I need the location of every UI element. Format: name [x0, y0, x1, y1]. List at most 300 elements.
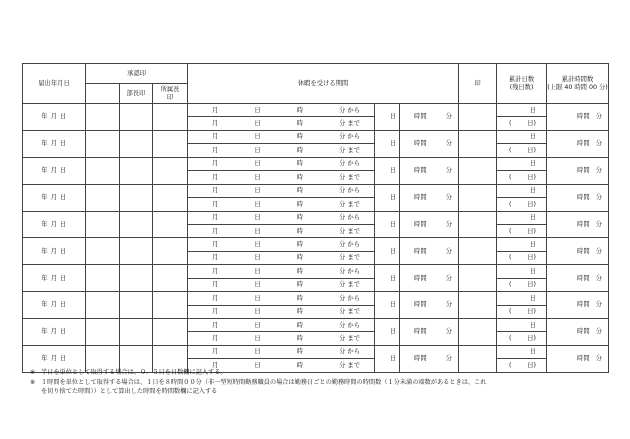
label-open-paren: ( [509, 308, 512, 316]
period-to-cell[interactable] [188, 251, 375, 264]
label-days: 日 [389, 301, 397, 309]
remaining-days-cell[interactable] [497, 171, 547, 184]
label-hours: 時間 [577, 140, 590, 148]
remaining-days-cell[interactable] [497, 224, 547, 237]
approval-seal-cell[interactable] [86, 292, 120, 319]
days-count-cell[interactable] [375, 292, 400, 319]
label-day: 日 [254, 335, 261, 343]
approval-seal-cell[interactable] [86, 130, 120, 157]
period-to-cell[interactable] [188, 305, 375, 318]
label-to: まで [347, 120, 360, 128]
label-hour: 時 [296, 106, 304, 114]
label-open-paren: ( [509, 173, 512, 181]
label-minute: 分 [339, 361, 346, 369]
notes [30, 368, 610, 397]
label-day: 日 [254, 281, 261, 289]
date-submitted-cell[interactable] [23, 319, 86, 346]
cumulative-hours-cell[interactable] [547, 130, 609, 157]
period-to-cell[interactable] [188, 332, 375, 345]
header-seal: 印 [459, 64, 497, 104]
period-from-cell[interactable] [188, 319, 375, 332]
seal-cell[interactable] [459, 157, 497, 184]
label-hours: 時間 [414, 113, 427, 121]
label-minute: 分 [339, 214, 346, 222]
label-hours: 時間 [577, 328, 590, 336]
label-hour: 時 [296, 146, 304, 154]
duration-cell[interactable] [400, 104, 459, 131]
label-hour: 時 [296, 361, 304, 369]
label-open-paren: ( [509, 227, 512, 235]
label-month: 月 [212, 361, 219, 369]
label-day: 日 [254, 348, 261, 356]
label-days: 日 [389, 140, 397, 148]
seal-cell[interactable] [459, 238, 497, 265]
days-count-cell[interactable] [375, 238, 400, 265]
note-2 [30, 378, 610, 388]
table-row [23, 319, 609, 332]
duration-cell[interactable] [400, 184, 459, 211]
label-hours: 時間 [414, 167, 427, 175]
head-seal-cell[interactable] [120, 292, 153, 319]
seal-cell[interactable] [459, 265, 497, 292]
label-month: 月 [212, 294, 219, 302]
duration-cell[interactable] [400, 211, 459, 238]
label-date: 年 月 日 [41, 167, 67, 175]
label-minute: 分 [339, 254, 346, 262]
label-day: 日 [254, 120, 261, 128]
cumulative-hours-cell[interactable] [547, 319, 609, 346]
label-from: から [347, 106, 360, 114]
date-submitted-cell[interactable] [23, 130, 86, 157]
label-days: 日 [389, 328, 397, 336]
label-open-paren: ( [509, 281, 512, 289]
head-seal-cell[interactable] [120, 104, 153, 131]
label-minute: 分 [445, 301, 453, 309]
date-submitted-cell[interactable] [23, 104, 86, 131]
label-days: 日 [529, 133, 537, 141]
label-day: 日 [254, 294, 261, 302]
label-day: 日 [254, 227, 261, 235]
duration-cell[interactable] [400, 238, 459, 265]
office-head-seal-cell[interactable] [153, 292, 188, 319]
note-mark: ※ [30, 378, 36, 386]
period-from-cell[interactable] [188, 345, 375, 358]
label-to: まで [347, 335, 360, 343]
label-minute: 分 [339, 173, 346, 181]
table-row [23, 184, 609, 197]
label-from: から [347, 348, 360, 356]
cumulative-hours-cell[interactable] [547, 292, 609, 319]
label-days: 日 [529, 348, 537, 356]
label-hours: 時間 [577, 247, 590, 255]
cumulative-days-cell[interactable] [497, 292, 547, 305]
period-to-cell[interactable] [188, 198, 375, 211]
label-hour: 時 [296, 308, 304, 316]
label-month: 月 [212, 227, 219, 235]
label-close-day-paren: 日) [527, 146, 537, 154]
label-minute: 分 [339, 160, 346, 168]
period-from-cell[interactable] [188, 211, 375, 224]
note-mark: ※ [30, 369, 36, 376]
label-hours: 時間 [414, 140, 427, 148]
label-month: 月 [212, 146, 219, 154]
label-day: 日 [254, 254, 261, 262]
remaining-days-cell[interactable] [497, 332, 547, 345]
label-days: 日 [389, 355, 397, 363]
label-from: から [347, 160, 360, 168]
head-seal-cell[interactable] [120, 130, 153, 157]
label-days: 日 [529, 214, 537, 222]
date-submitted-cell[interactable] [23, 184, 86, 211]
remaining-days-cell[interactable] [497, 144, 547, 157]
label-days: 日 [529, 321, 537, 329]
office-head-seal-cell[interactable] [153, 211, 188, 238]
label-hour: 時 [296, 173, 304, 181]
label-day: 日 [254, 240, 261, 248]
label-date: 年 月 日 [41, 355, 67, 363]
date-submitted-cell[interactable] [23, 238, 86, 265]
label-month: 月 [212, 214, 219, 222]
label-from: から [347, 214, 360, 222]
label-close-day-paren: 日) [527, 308, 537, 316]
label-minute: 分 [339, 146, 346, 154]
days-count-cell[interactable] [375, 184, 400, 211]
label-hours: 時間 [577, 193, 590, 201]
label-days: 日 [389, 247, 397, 255]
label-days: 日 [389, 113, 397, 121]
label-hour: 時 [296, 214, 304, 222]
label-hour: 時 [296, 348, 304, 356]
cumulative-days-cell[interactable] [497, 184, 547, 197]
label-open-paren: ( [509, 146, 512, 154]
label-close-day-paren: 日) [527, 335, 537, 343]
cumulative-days-cell[interactable] [497, 238, 547, 251]
approval-seal-cell[interactable] [86, 265, 120, 292]
label-close-day-paren: 日) [527, 200, 537, 208]
label-minute: 分 [595, 301, 603, 309]
label-day: 日 [254, 133, 261, 141]
label-hours: 時間 [414, 274, 427, 282]
header-approval-blank [86, 84, 120, 104]
office-head-seal-cell[interactable] [153, 265, 188, 292]
approval-seal-cell[interactable] [86, 104, 120, 131]
cumulative-hours-cell[interactable] [547, 104, 609, 131]
seal-cell[interactable] [459, 130, 497, 157]
header-office-head-seal-line2: 印 [166, 93, 174, 101]
seal-cell[interactable] [459, 292, 497, 319]
label-close-day-paren: 日) [527, 120, 537, 128]
note-text: 半日を単位として取得する場合は、０．５日を日数欄に記入する。 [41, 369, 227, 376]
label-minute: 分 [595, 220, 603, 228]
label-hour: 時 [296, 335, 304, 343]
cumulative-days-cell[interactable] [497, 104, 547, 117]
period-to-cell[interactable] [188, 117, 375, 130]
period-to-cell[interactable] [188, 224, 375, 237]
label-open-paren: ( [509, 120, 512, 128]
label-close-day-paren: 日) [527, 173, 537, 181]
label-minute: 分 [595, 328, 603, 336]
table-row [23, 104, 609, 117]
label-minute: 分 [339, 133, 346, 141]
label-hours: 時間 [577, 167, 590, 175]
remaining-days-cell[interactable] [497, 198, 547, 211]
head-seal-cell[interactable] [120, 211, 153, 238]
label-to: まで [347, 308, 360, 316]
label-minute: 分 [339, 335, 346, 343]
duration-cell[interactable] [400, 292, 459, 319]
label-hours: 時間 [414, 355, 427, 363]
cumulative-days-cell[interactable] [497, 157, 547, 170]
remaining-days-cell[interactable] [497, 251, 547, 264]
duration-cell[interactable] [400, 265, 459, 292]
leave-request-table [22, 63, 609, 373]
days-count-cell[interactable] [375, 104, 400, 131]
head-seal-cell[interactable] [120, 157, 153, 184]
duration-cell[interactable] [400, 130, 459, 157]
approval-seal-cell[interactable] [86, 157, 120, 184]
label-open-paren: ( [509, 254, 512, 262]
label-month: 月 [212, 348, 219, 356]
label-to: まで [347, 227, 360, 235]
label-hour: 時 [296, 267, 304, 275]
remaining-days-cell[interactable] [497, 117, 547, 130]
label-close-day-paren: 日) [527, 361, 537, 369]
seal-cell[interactable] [459, 104, 497, 131]
approval-seal-cell[interactable] [86, 184, 120, 211]
label-day: 日 [254, 160, 261, 168]
label-hours: 時間 [414, 247, 427, 255]
approval-seal-cell[interactable] [86, 238, 120, 265]
office-head-seal-cell[interactable] [153, 130, 188, 157]
duration-cell[interactable] [400, 319, 459, 346]
label-open-paren: ( [509, 200, 512, 208]
label-date: 年 月 日 [41, 301, 67, 309]
office-head-seal-cell[interactable] [153, 104, 188, 131]
label-days: 日 [529, 240, 537, 248]
label-minute: 分 [445, 355, 453, 363]
label-to: まで [347, 173, 360, 181]
period-from-cell[interactable] [188, 184, 375, 197]
table-row [23, 211, 609, 224]
office-head-seal-cell[interactable] [153, 238, 188, 265]
cumulative-days-cell[interactable] [497, 211, 547, 224]
label-days: 日 [529, 294, 537, 302]
table-row [23, 238, 609, 251]
note-1 [30, 368, 610, 378]
head-seal-cell[interactable] [120, 319, 153, 346]
label-minute: 分 [339, 281, 346, 289]
label-from: から [347, 267, 360, 275]
days-count-cell[interactable] [375, 211, 400, 238]
label-days: 日 [389, 167, 397, 175]
cumulative-days-cell[interactable] [497, 345, 547, 358]
label-hours: 時間 [414, 328, 427, 336]
label-day: 日 [254, 361, 261, 369]
label-days: 日 [389, 220, 397, 228]
leave-rows [23, 104, 609, 373]
approval-seal-cell[interactable] [86, 211, 120, 238]
label-to: まで [347, 146, 360, 154]
label-minute: 分 [595, 274, 603, 282]
label-day: 日 [254, 308, 261, 316]
label-month: 月 [212, 254, 219, 262]
table-row [23, 265, 609, 278]
days-count-cell[interactable] [375, 265, 400, 292]
header-cumulative-hours-line1: 累計時間数 [561, 76, 594, 84]
head-seal-cell[interactable] [120, 265, 153, 292]
label-minute: 分 [445, 247, 453, 255]
label-hour: 時 [296, 227, 304, 235]
label-hours: 時間 [577, 113, 590, 121]
head-seal-cell[interactable] [120, 184, 153, 211]
label-date: 年 月 日 [41, 140, 67, 148]
label-minute: 分 [339, 294, 346, 302]
label-day: 日 [254, 214, 261, 222]
header-cumulative-days-line2: (残日数) [509, 83, 534, 91]
cumulative-hours-cell[interactable] [547, 184, 609, 211]
label-month: 月 [212, 335, 219, 343]
label-hour: 時 [296, 321, 304, 329]
period-from-cell[interactable] [188, 130, 375, 143]
table-row [23, 157, 609, 170]
label-to: まで [347, 200, 360, 208]
label-hours: 時間 [414, 301, 427, 309]
label-hours: 時間 [577, 301, 590, 309]
label-close-day-paren: 日) [527, 254, 537, 262]
label-hour: 時 [296, 281, 304, 289]
label-date: 年 月 日 [41, 113, 67, 121]
label-month: 月 [212, 321, 219, 329]
label-days: 日 [529, 106, 537, 114]
header-cumulative-hours-line2: (上限 40 時間 00 分) [547, 83, 608, 91]
label-days: 日 [389, 193, 397, 201]
label-minute: 分 [595, 167, 603, 175]
label-open-paren: ( [509, 335, 512, 343]
label-minute: 分 [445, 113, 453, 121]
label-day: 日 [254, 106, 261, 114]
period-from-cell[interactable] [188, 104, 375, 117]
period-from-cell[interactable] [188, 292, 375, 305]
label-month: 月 [212, 240, 219, 248]
days-count-cell[interactable] [375, 130, 400, 157]
date-submitted-cell[interactable] [23, 265, 86, 292]
label-date: 年 月 日 [41, 220, 67, 228]
header-cumulative-days [497, 64, 547, 104]
label-minute: 分 [445, 193, 453, 201]
label-close-day-paren: 日) [527, 281, 537, 289]
header-cumulative-days-line1: 累計日数 [508, 76, 535, 84]
note-text: １時間を単位として取得する場合は、１日を８時間００分（非一型短時間勤務職員の場合は勤務日ごとの勤務時間の時間数（１分未満の端数があるときは、これ [41, 378, 487, 386]
office-head-seal-cell[interactable] [153, 319, 188, 346]
label-minute: 分 [339, 308, 346, 316]
cumulative-days-cell[interactable] [497, 319, 547, 332]
head-seal-cell[interactable] [120, 238, 153, 265]
label-day: 日 [254, 173, 261, 181]
cumulative-days-cell[interactable] [497, 265, 547, 278]
duration-cell[interactable] [400, 157, 459, 184]
label-days: 日 [389, 274, 397, 282]
days-count-cell[interactable] [375, 319, 400, 346]
period-from-cell[interactable] [188, 157, 375, 170]
label-minute: 分 [445, 140, 453, 148]
period-from-cell[interactable] [188, 265, 375, 278]
period-to-cell[interactable] [188, 171, 375, 184]
label-from: から [347, 187, 360, 195]
label-hours: 時間 [577, 274, 590, 282]
approval-seal-cell[interactable] [86, 319, 120, 346]
label-from: から [347, 294, 360, 302]
label-from: から [347, 321, 360, 329]
label-hour: 時 [296, 254, 304, 262]
label-minute: 分 [339, 200, 346, 208]
label-hour: 時 [296, 187, 304, 195]
office-head-seal-cell[interactable] [153, 184, 188, 211]
remaining-days-cell[interactable] [497, 278, 547, 291]
label-hours: 時間 [414, 193, 427, 201]
period-from-cell[interactable] [188, 238, 375, 251]
remaining-days-cell[interactable] [497, 305, 547, 318]
label-minute: 分 [445, 220, 453, 228]
seal-cell[interactable] [459, 319, 497, 346]
table-row [23, 130, 609, 143]
seal-cell[interactable] [459, 211, 497, 238]
label-minute: 分 [445, 328, 453, 336]
seal-cell[interactable] [459, 184, 497, 211]
label-minute: 分 [339, 227, 346, 235]
note-2-continuation: を切り捨てた時間））として算出した時間を時間数欄に記入する [41, 388, 218, 396]
label-month: 月 [212, 120, 219, 128]
label-minute: 分 [339, 267, 346, 275]
label-date: 年 月 日 [41, 247, 67, 255]
date-submitted-cell[interactable] [23, 157, 86, 184]
cumulative-hours-cell[interactable] [547, 238, 609, 265]
label-month: 月 [212, 106, 219, 114]
label-from: から [347, 133, 360, 141]
label-days: 日 [529, 160, 537, 168]
label-open-paren: ( [509, 361, 512, 369]
label-minute: 分 [339, 240, 346, 248]
label-hours: 時間 [414, 220, 427, 228]
label-minute: 分 [339, 120, 346, 128]
date-submitted-cell[interactable] [23, 211, 86, 238]
period-to-cell[interactable] [188, 278, 375, 291]
cumulative-hours-cell[interactable] [547, 265, 609, 292]
label-minute: 分 [595, 247, 603, 255]
label-month: 月 [212, 173, 219, 181]
period-to-cell[interactable] [188, 144, 375, 157]
label-hours: 時間 [577, 355, 590, 363]
cumulative-hours-cell[interactable] [547, 157, 609, 184]
label-to: まで [347, 281, 360, 289]
days-count-cell[interactable] [375, 157, 400, 184]
office-head-seal-cell[interactable] [153, 157, 188, 184]
label-date: 年 月 日 [41, 274, 67, 282]
label-month: 月 [212, 200, 219, 208]
label-day: 日 [254, 267, 261, 275]
label-minute: 分 [339, 321, 346, 329]
cumulative-days-cell[interactable] [497, 130, 547, 143]
label-to: まで [347, 254, 360, 262]
date-submitted-cell[interactable] [23, 292, 86, 319]
header-approval: 承認印 [86, 64, 188, 84]
header-office-head-seal [153, 84, 188, 104]
label-day: 日 [254, 146, 261, 154]
table-row [23, 345, 609, 358]
cumulative-hours-cell[interactable] [547, 211, 609, 238]
label-month: 月 [212, 308, 219, 316]
label-hour: 時 [296, 160, 304, 168]
label-to: まで [347, 361, 360, 369]
